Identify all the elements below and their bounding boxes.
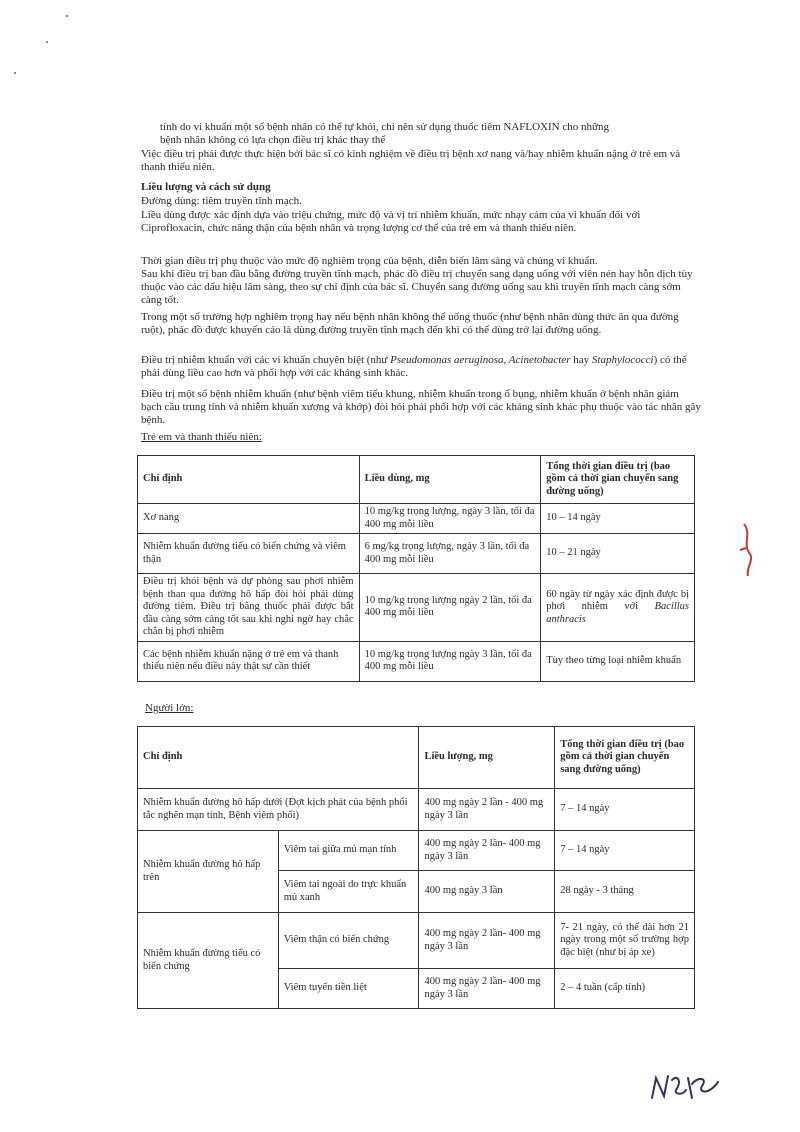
table-row	[138, 789, 695, 831]
table-cell: 10 mg/kg trọng lượng ngày 2 lần, tối đa 400 mg mỗi liều	[359, 574, 541, 642]
table-cell: Viêm tai giữa mủ mạn tính	[278, 831, 419, 871]
bacillus-anthracis: Bacillus anthracis	[546, 601, 690, 625]
table-cell: 400 mg ngày 2 lần- 400 mg ngày 3 lần	[419, 831, 555, 871]
table-cell: 6 mg/kg trọng lượng, ngày 3 lần, tối đa 400 mg mỗi liều	[359, 534, 541, 574]
children-heading: Trẻ em và thanh thiếu niên:	[141, 431, 262, 443]
group-upper-respiratory: Nhiễm khuẩn đường hô hấp trên	[138, 831, 279, 913]
paragraph-3: Liều dùng được xác định dựa vào triệu chứng, mức độ và vị trí nhiễm khuẩn, mức nhạy cảm của vi khuẩn đối với Ciprofloxacin, chức năng thận của bệnh nhân và trọng lượng cơ thể của trẻ em và thanh thiếu niên.	[141, 209, 641, 235]
adult-dosage-table	[137, 726, 695, 1009]
paragraph-4: Thời gian điều trị phụ thuộc vào mức độ nghiêm trọng của bệnh, diễn biến lâm sàng và chủng vi khuẩn.	[141, 255, 598, 267]
table-row	[138, 504, 695, 534]
group-urinary-tract: Nhiễm khuẩn đường tiểu có biến chứng	[138, 913, 279, 1009]
children-dosage-table	[137, 455, 695, 682]
table-cell: Viêm tuyến tiền liệt	[278, 969, 419, 1009]
table-cell: 10 mg/kg trọng lượng, ngày 3 lần, tối đa 400 mg mỗi liều	[359, 504, 541, 534]
table-cell: Viêm tai ngoài do trực khuẩn mủ xanh	[278, 871, 419, 913]
dosage-heading: Liều lượng và cách sử dụng	[141, 181, 271, 193]
header-dose: Liều lượng, mg	[419, 727, 555, 789]
table-cell: Điều trị khỏi bệnh và dự phòng sau phơi nhiễm bệnh than qua đường hô hấp đòi hỏi phải dùng đường tiêm. Điều trị bằng thuốc phải được bắt đầu càng sớm càng tốt sau khi nghi ngờ hay chắc chắn bị phơi nhiễm	[138, 574, 360, 642]
table-cell: 400 mg ngày 2 lần- 400 mg ngày 3 lần	[419, 969, 555, 1009]
header-duration: Tổng thời gian điều trị (bao gồm cả thời gian chuyển sang đường uống)	[541, 456, 695, 504]
red-margin-mark	[738, 520, 758, 580]
table-cell: Nhiễm khuẩn đường tiểu có biến chứng và viêm thận	[138, 534, 360, 574]
route-text: Đường dùng: tiêm truyền tĩnh mạch.	[141, 195, 302, 207]
table-cell: 10 mg/kg trọng lượng ngày 3 lần, tối đa 400 mg mỗi liều	[359, 641, 541, 681]
table-cell: 2 – 4 tuần (cấp tính)	[555, 969, 695, 1009]
table-cell: Viêm thận có biến chứng	[278, 913, 419, 969]
paragraph-5: Sau khi điều trị ban đầu bằng đường truyền tĩnh mạch, phác đồ điều trị chuyển sang dạng uống với viên nén hay hỗn dịch tùy thuộc vào các dấu hiệu lâm sàng, theo sự chỉ định của bác sĩ. Chuyển sang đường uống sau khi truyền tĩnh mạch càng sớm càng tốt.	[141, 268, 693, 307]
header-indication: Chỉ định	[138, 456, 360, 504]
table-row	[138, 534, 695, 574]
table-cell: 10 – 21 ngày	[541, 534, 695, 574]
table-cell: Các bệnh nhiễm khuẩn nặng ở trẻ em và thanh thiếu niên nếu điều này thật sự cần thiết	[138, 641, 360, 681]
paragraph-7	[141, 354, 701, 380]
table-cell: 400 mg ngày 2 lần- 400 mg ngày 3 lần	[419, 913, 555, 969]
adults-heading: Người lớn:	[145, 702, 194, 714]
table-cell: Nhiễm khuẩn đường hô hấp dưới (Đợt kịch phát của bệnh phổi tắc nghẽn mạn tính, Bệnh viêm phổi)	[138, 789, 419, 831]
table-cell: Tùy theo từng loại nhiễm khuẩn	[541, 641, 695, 681]
header-duration: Tổng thời gian điều trị (bao gồm cả thời gian chuyển sang đường uống)	[555, 727, 695, 789]
p7-pre: Điều trị nhiễm khuẩn với các vi khuẩn chuyên biệt (như	[141, 354, 391, 366]
table-cell	[541, 574, 695, 642]
table-row	[138, 574, 695, 642]
paragraph-6: Trong một số trường hợp nghiêm trọng hay nếu bệnh nhân không thể uống thuốc (như bệnh nhân dùng thức ăn qua đường ruột), phác đồ được khuyến cáo là dùng đường truyền tĩnh mạch đến khi có thể dùng trở lại đường uống.	[141, 311, 679, 337]
table-cell: 7- 21 ngày, có thể dài hơn 21 ngày trong một số trường hợp đặc biệt (như bị áp xe)	[555, 913, 695, 969]
table-cell: 7 – 14 ngày	[555, 789, 695, 831]
table-cell: 400 mg ngày 2 lần - 400 mg ngày 3 lần	[419, 789, 555, 831]
table-cell: 400 mg ngày 3 lần	[419, 871, 555, 913]
paragraph-8: Điều trị một số bệnh nhiễm khuẩn (như bệnh viêm tiểu khung, nhiễm khuẩn trong ổ bụng, nhiễm khuẩn ở bệnh nhân giảm bạch cầu trung tính và nhiễm khuẩn xương và khớp) đòi hỏi phải phối hợp với các kháng sinh khác phụ thuộc vào tác nhân gây bệnh.	[141, 388, 701, 427]
paragraph-1a: tính do vi khuẩn một số bệnh nhân có thể tự khỏi, chỉ nên sử dụng thuốc tiêm NAFLOXIN cho những	[160, 121, 609, 133]
paragraph-2: Việc điều trị phải được thực hiện bởi bác sĩ có kinh nghiệm về điều trị bệnh xơ nang và/hay nhiễm khuẩn nặng ở trẻ em và thanh thiếu niên.	[141, 148, 681, 174]
p7-post: ) có thể phải dùng liều cao hơn và phối hợp với các kháng sinh khác.	[141, 354, 687, 380]
table-cell: 7 – 14 ngày	[555, 831, 695, 871]
scan-speck	[14, 72, 16, 74]
table-cell: 28 ngày - 3 tháng	[555, 871, 695, 913]
scan-speck	[46, 41, 48, 43]
p7-italic-2: Staphylococci	[591, 354, 654, 366]
table-row	[138, 831, 695, 871]
p7-mid: hay	[570, 354, 592, 366]
table-row	[138, 913, 695, 969]
p7-italic-1: Pseudomonas aeruginosa, Acinetobacter	[390, 354, 571, 366]
handwritten-initials	[648, 1072, 728, 1102]
table-cell: Xơ nang	[138, 504, 360, 534]
header-indication: Chỉ định	[138, 727, 419, 789]
table-row	[138, 641, 695, 681]
paragraph-1b: bệnh nhân không có lựa chọn điều trị khác thay thế	[160, 134, 386, 146]
scan-speck	[66, 15, 68, 17]
anthrax-duration: 60 ngày từ ngày xác định được bị phơi nhiễm với	[546, 588, 689, 612]
table-cell: 10 – 14 ngày	[541, 504, 695, 534]
table-header-row	[138, 456, 695, 504]
header-dose: Liều dùng, mg	[359, 456, 541, 504]
table-header-row	[138, 727, 695, 789]
